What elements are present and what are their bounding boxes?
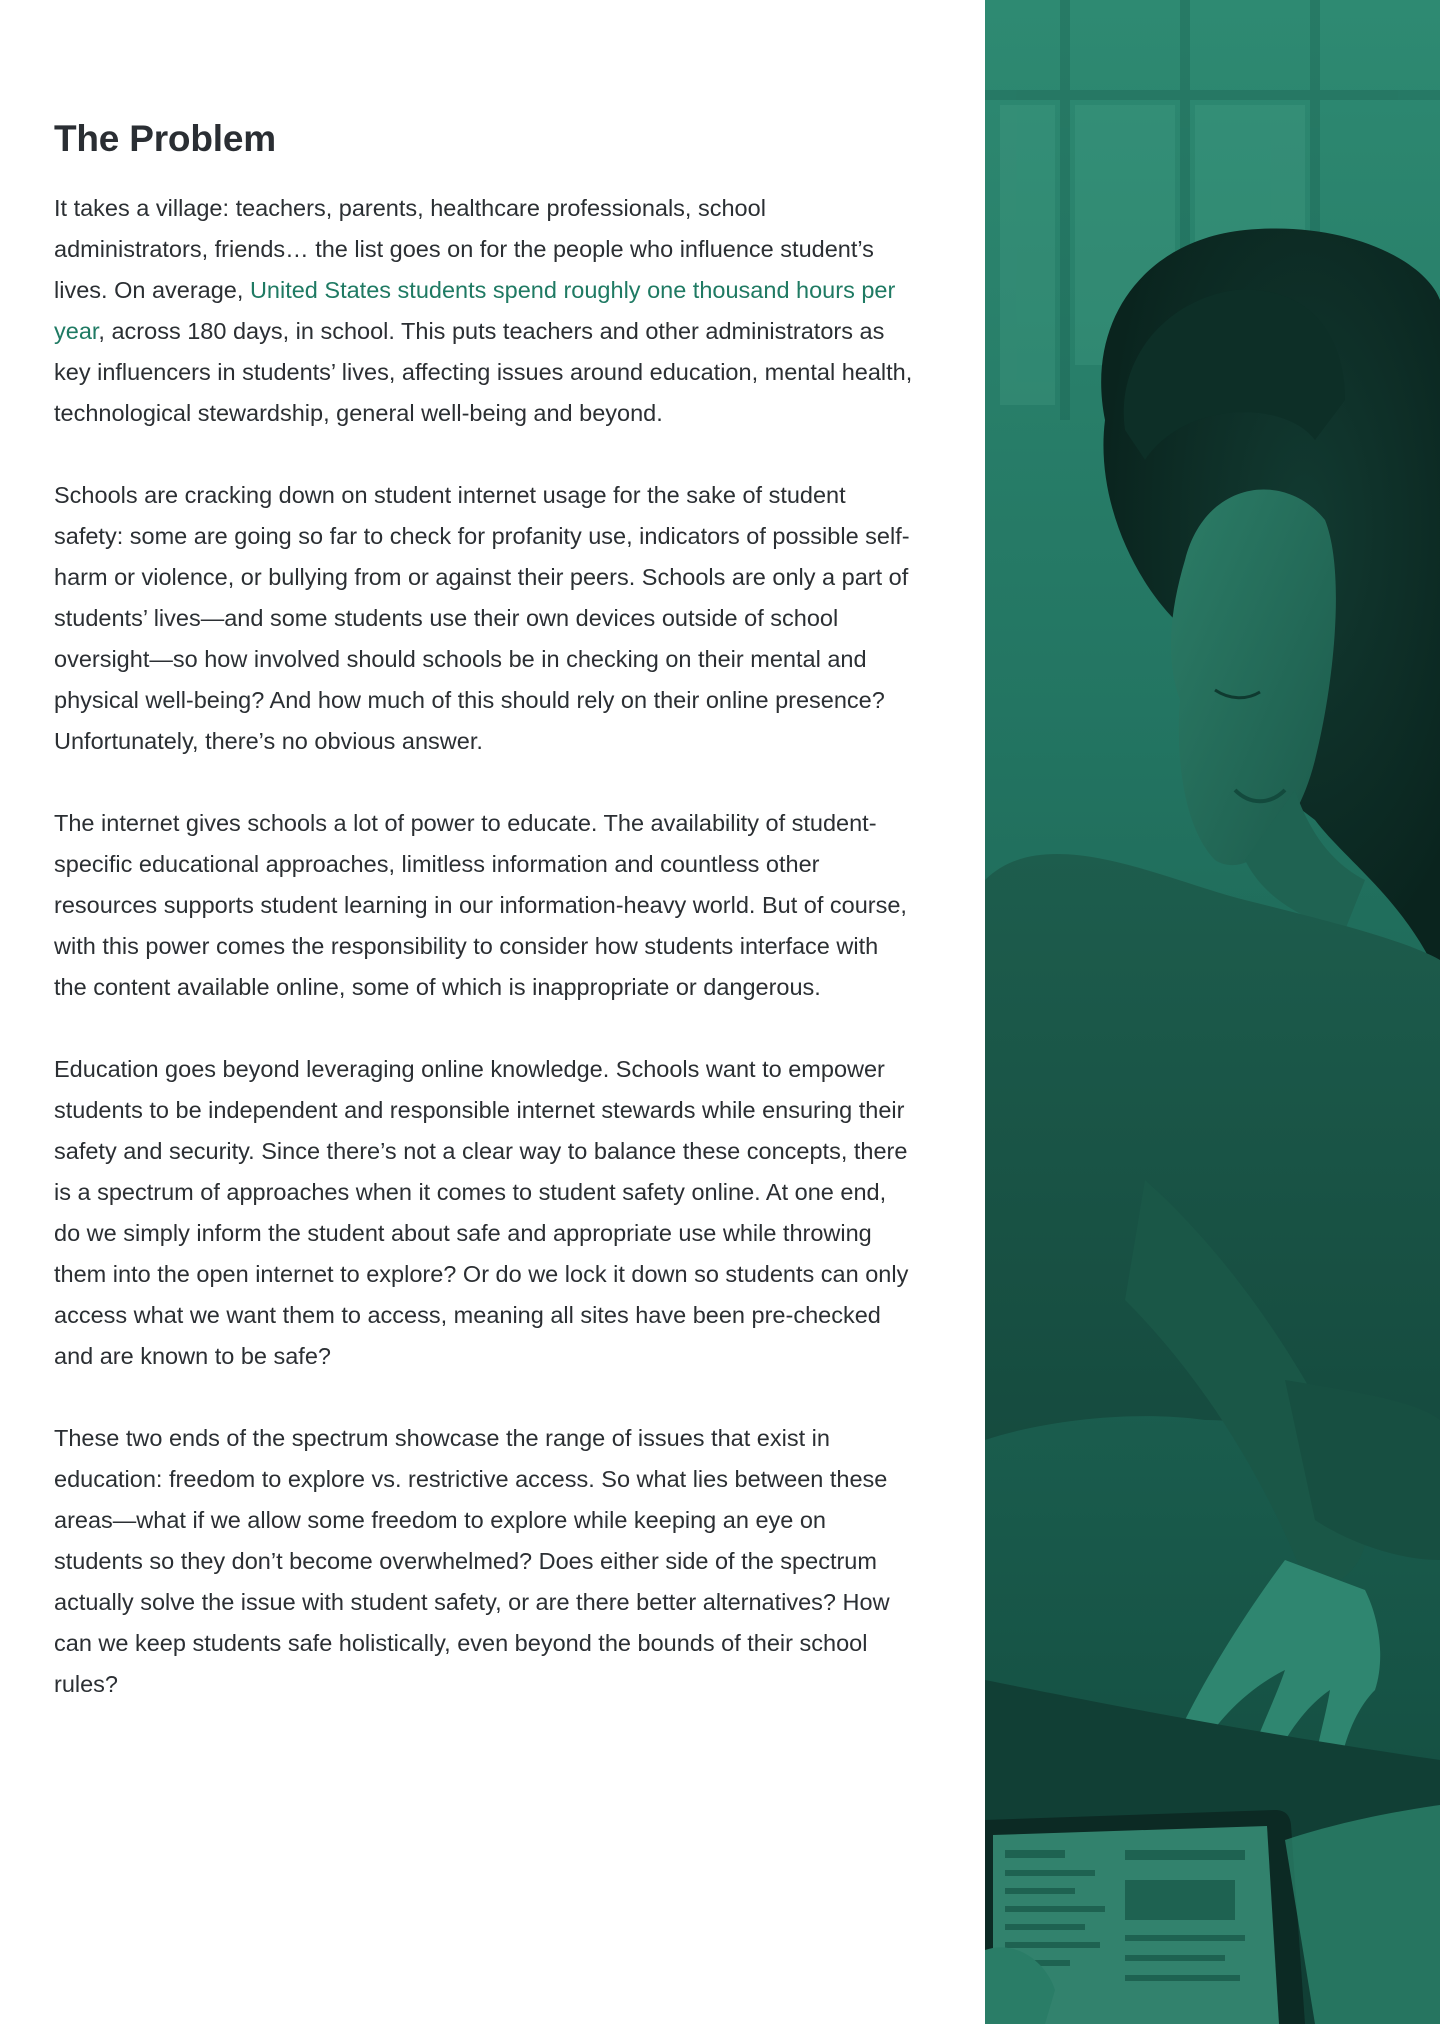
paragraph-1-intro: It takes a village: teachers, parents, healthcare professionals, school administrators, friends… the list goes on for the people who influence student’s lives. On average, <box>54 195 874 303</box>
paragraph-5: These two ends of the spectrum showcase the range of issues that exist in education: freedom to explore vs. restrictive access. So what lies between these areas—what if we allow some freedom to explore while keeping an eye on students so they don’t become overwhelmed? Does either side of the spectrum actually solve the issue with student safety, or are there better alternatives? How can we keep students safe holistically, even beyond the bounds of their school rules? <box>54 1425 890 1697</box>
paragraph-3: The internet gives schools a lot of power to educate. The availability of student-specific educational approaches, limitless information and countless other resources supports student learning in our information-heavy world. But of course, with this power comes the responsibility to consider how students interface with the content available online, some of which is inappropriate or dangerous. <box>54 810 907 1000</box>
paragraph-2: Schools are cracking down on student internet usage for the sake of student safety: some are going so far to check for profanity use, indicators of possible self-harm or violence, or bullying from or against their peers. Schools are only a part of students’ lives—and some students use their own devices outside of school oversight—so how involved should schools be in checking on their mental and physical well-being? And how much of this should rely on their online presence? Unfortunately, there’s no obvious answer. <box>54 482 910 754</box>
paragraph-1-rest: , across 180 days, in school. This puts teachers and other administrators as key influencers in students’ lives, affecting issues around education, mental health, technological stewardship, general well-being and beyond. <box>54 318 913 426</box>
student-with-tablet-photo <box>985 0 1440 2024</box>
photo-illustration <box>985 0 1440 2024</box>
paragraph-4: Education goes beyond leveraging online knowledge. Schools want to empower students to be independent and responsible internet stewards while ensuring their safety and security. Since there’s not a clear way to balance these concepts, there is a spectrum of approaches when it comes to student safety online. At one end, do we simply inform the student about safe and appropriate use while throwing them into the open internet to explore? Or do we lock it down so students can only access what we want them to access, meaning all sites have been pre-checked and are known to be safe? <box>54 1056 909 1369</box>
article-body <box>54 188 914 1746</box>
highlight-statistic-link[interactable]: United States students spend roughly one thousand hours per year <box>54 277 896 344</box>
paragraph-1 <box>54 188 914 434</box>
page-title: The Problem <box>54 118 276 159</box>
